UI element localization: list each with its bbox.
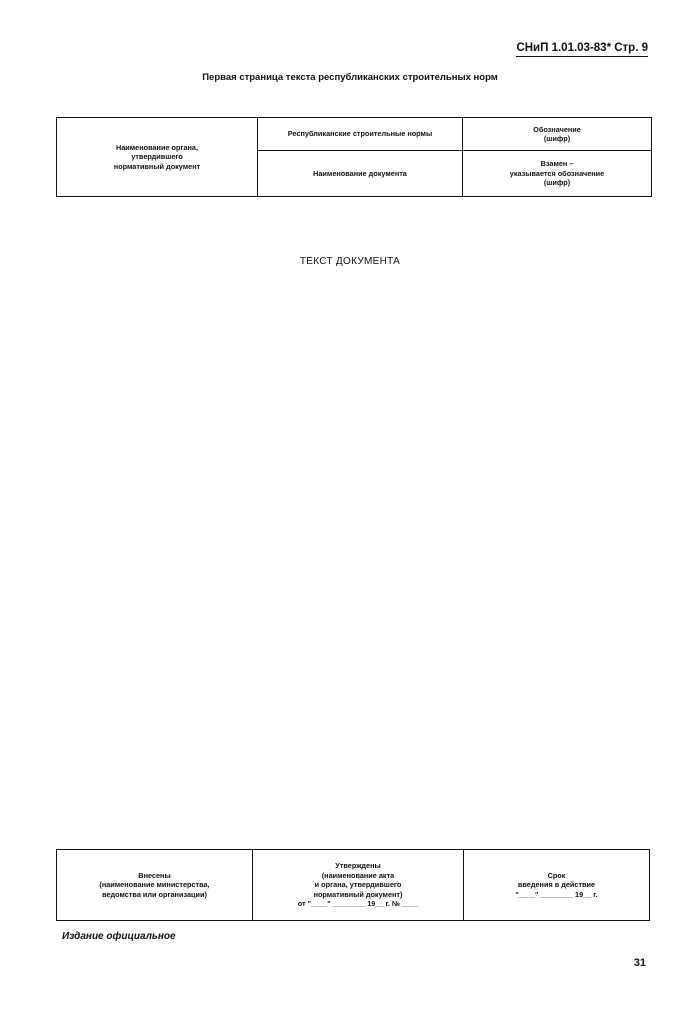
organ-line: утвердившего [131, 152, 183, 162]
norms-header-cell [258, 118, 463, 151]
edition-note: Издание официальное [62, 931, 176, 942]
title-block-table [56, 117, 652, 197]
document-name-text: Наименование документа [313, 168, 407, 178]
organ-line: нормативный документ [113, 161, 201, 171]
approved-line: Утверждены [335, 861, 381, 871]
effective-term-cell [464, 850, 650, 921]
approved-line: и органа, утвердившего [314, 880, 402, 890]
organ-line: Наименование органа, [115, 142, 199, 152]
term-line: введения в действие [517, 880, 596, 890]
replaces-line: Взамен – [540, 159, 574, 169]
approved-line: (наименование акта [321, 870, 395, 880]
designation-cell [463, 118, 652, 151]
term-line: Срок [547, 870, 566, 880]
page-number: 31 [633, 957, 646, 969]
approval-block-table [56, 849, 650, 921]
approved-cell [253, 850, 464, 921]
approved-line: нормативный документ) [313, 889, 403, 899]
submitted-line: Внесены [138, 870, 171, 880]
term-date-line: "____" ________ 19__ г. [515, 889, 598, 899]
submitted-line: (наименование министерства, [99, 880, 210, 890]
issuing-organ-cell [57, 118, 258, 197]
document-code-header: СНиП 1.01.03-83* Стр. 9 [516, 42, 648, 57]
document-name-cell [258, 151, 463, 197]
submitted-by-cell [57, 850, 253, 921]
replaces-line: указывается обозначение [509, 168, 605, 178]
designation-line: Обозначение [533, 124, 581, 134]
page-title: Первая страница текста республиканских строительных норм [202, 72, 498, 83]
designation-line: (шифр) [543, 134, 571, 143]
approved-date-line: от "____" ________ 19__ г. № ____ [297, 899, 419, 909]
norms-header-text: Республиканские строительные нормы [287, 129, 433, 139]
replaces-cell [463, 151, 652, 197]
submitted-line: ведомства или организации) [102, 889, 207, 899]
replaces-line: (шифр) [543, 178, 571, 188]
document-body-text: ТЕКСТ ДОКУМЕНТА [299, 256, 401, 267]
